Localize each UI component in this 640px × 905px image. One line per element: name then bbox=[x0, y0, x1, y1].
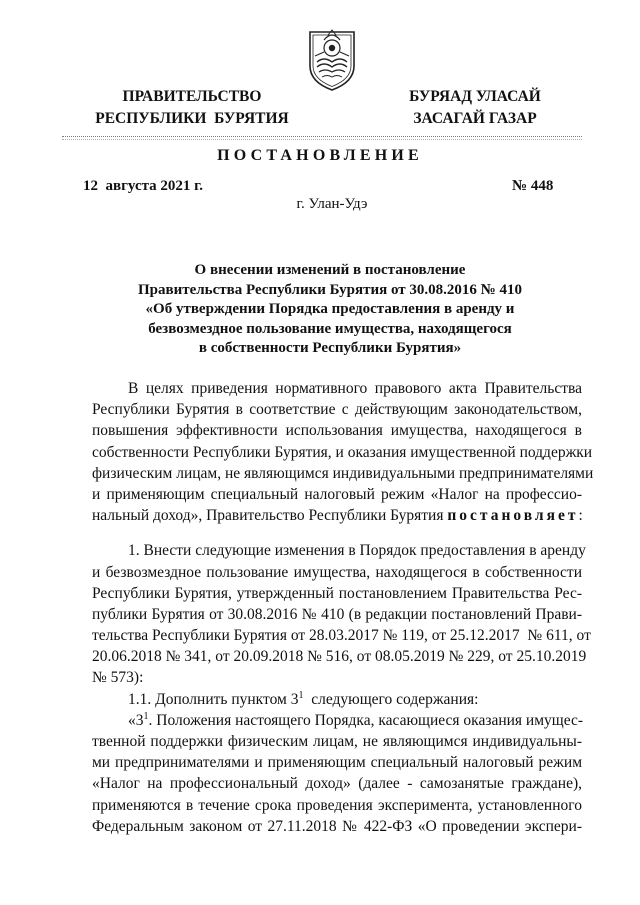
item-1-line: 1. Внести следующие изменения в Порядок предоставления в аренду bbox=[128, 542, 586, 560]
preamble-line: повышения эффективности использования имущества, находящегося в bbox=[92, 422, 582, 440]
item-1-1-text-end: следующего содержания: bbox=[303, 690, 479, 708]
quote-line: «Налог на профессиональный доход» (далее - самозанятые граждане), bbox=[92, 775, 582, 793]
quote-line: Федеральным законом от 27.11.2018 № 422-ФЗ «О проведении экспери- bbox=[92, 817, 582, 835]
item-1-line: 20.06.2018 № 341, от 20.09.2018 № 516, от 08.05.2019 № 229, от 25.10.2019 bbox=[92, 648, 587, 666]
item-1-line: № 573): bbox=[92, 669, 144, 687]
document-body bbox=[92, 378, 594, 837]
quote-first-line bbox=[92, 710, 582, 731]
header-right-line1: БУРЯАД УЛАСАЙ bbox=[409, 88, 541, 105]
header-left-line1: ПРАВИТЕЛЬСТВО bbox=[122, 88, 262, 105]
header-left-line2: РЕСПУБЛИКИ БУРЯТИЯ bbox=[95, 110, 289, 127]
item-1-line: Республики Бурятия, утвержденный постановлением Правительства Рес- bbox=[92, 584, 582, 602]
preamble-line: физическим лицам, не являющимся индивидуальными предпринимателями bbox=[92, 464, 594, 482]
document-date: 12 августа 2021 г. bbox=[83, 178, 204, 194]
preamble-last-line bbox=[92, 505, 582, 526]
item-1-line: публики Бурятия от 30.08.2016 № 410 (в редакции постановлений Прави- bbox=[92, 605, 582, 623]
quote-first-text: «3 bbox=[128, 711, 144, 729]
preamble-last-line-text: нальный доход», Правительство Республики Бурятия bbox=[92, 507, 448, 525]
header-right-line2: ЗАСАГАЙ ГАЗАР bbox=[413, 110, 537, 127]
preamble-line: Республики Бурятия в соответствие с действующим законодательством, bbox=[92, 401, 582, 419]
paragraph-gap bbox=[92, 526, 582, 540]
preamble-paragraph bbox=[92, 378, 594, 526]
quote-line: применяются в течение срока проведения эксперимента, установленного bbox=[92, 796, 582, 814]
item-1-1-paragraph bbox=[92, 689, 582, 710]
title-line: безвозмездное пользование имущества, находящегося bbox=[148, 320, 512, 337]
quote-first-text-end: . Положения настоящего Порядка, касающиеся оказания имущес- bbox=[148, 711, 584, 729]
header-left-block bbox=[92, 86, 292, 130]
item-1-1-line bbox=[92, 689, 582, 710]
quote-line: ми предпринимателями и применяющим специальный налоговый режим bbox=[92, 754, 582, 772]
title-line: О внесении изменений в постановление bbox=[194, 262, 466, 278]
item-1-1-text: 1.1. Дополнить пунктом 3 bbox=[128, 690, 299, 708]
quote-first-sup: 1 bbox=[143, 710, 149, 722]
header-right-block bbox=[395, 86, 555, 130]
decree-word: постановляет bbox=[447, 507, 579, 525]
item-1-1-sup: 1 bbox=[298, 689, 304, 701]
title-line: «Об утверждении Порядка предоставления в аренду и bbox=[145, 301, 515, 317]
item-1-line: и безвозмездное пользование имущества, находящегося в собственности bbox=[92, 563, 582, 581]
header-separator-secondary bbox=[62, 139, 582, 140]
preamble-line: и применяющим специальный налоговый режим «Налог на профессио- bbox=[92, 485, 582, 503]
document-title bbox=[100, 261, 560, 359]
item-1-paragraph bbox=[92, 540, 591, 688]
document-type-heading: ПОСТАНОВЛЕНИЕ bbox=[217, 147, 423, 164]
quote-line: твенной поддержки физическим лицам, не являющимся индивидуальны- bbox=[92, 733, 582, 750]
title-line: Правительства Республики Бурятия от 30.08.2016 № 410 bbox=[137, 281, 522, 298]
title-line: в собственности Республики Бурятия» bbox=[198, 340, 462, 356]
preamble-line: В целях приведения нормативного правового акта Правительства bbox=[128, 380, 582, 397]
header-separator bbox=[62, 136, 582, 137]
preamble-line: собственности Республики Бурятия, и оказания имущественной поддержки bbox=[92, 443, 593, 461]
document-number: № 448 bbox=[512, 178, 554, 194]
republic-coat-of-arms-icon bbox=[304, 26, 360, 92]
preamble-last-line-end: : bbox=[578, 507, 583, 525]
quote-paragraph bbox=[92, 710, 582, 837]
item-1-line: тельства Республики Бурятия от 28.03.2017 № 119, от 25.12.2017 № 611, от bbox=[92, 627, 591, 645]
document-city: г. Улан-Удэ bbox=[296, 196, 368, 212]
